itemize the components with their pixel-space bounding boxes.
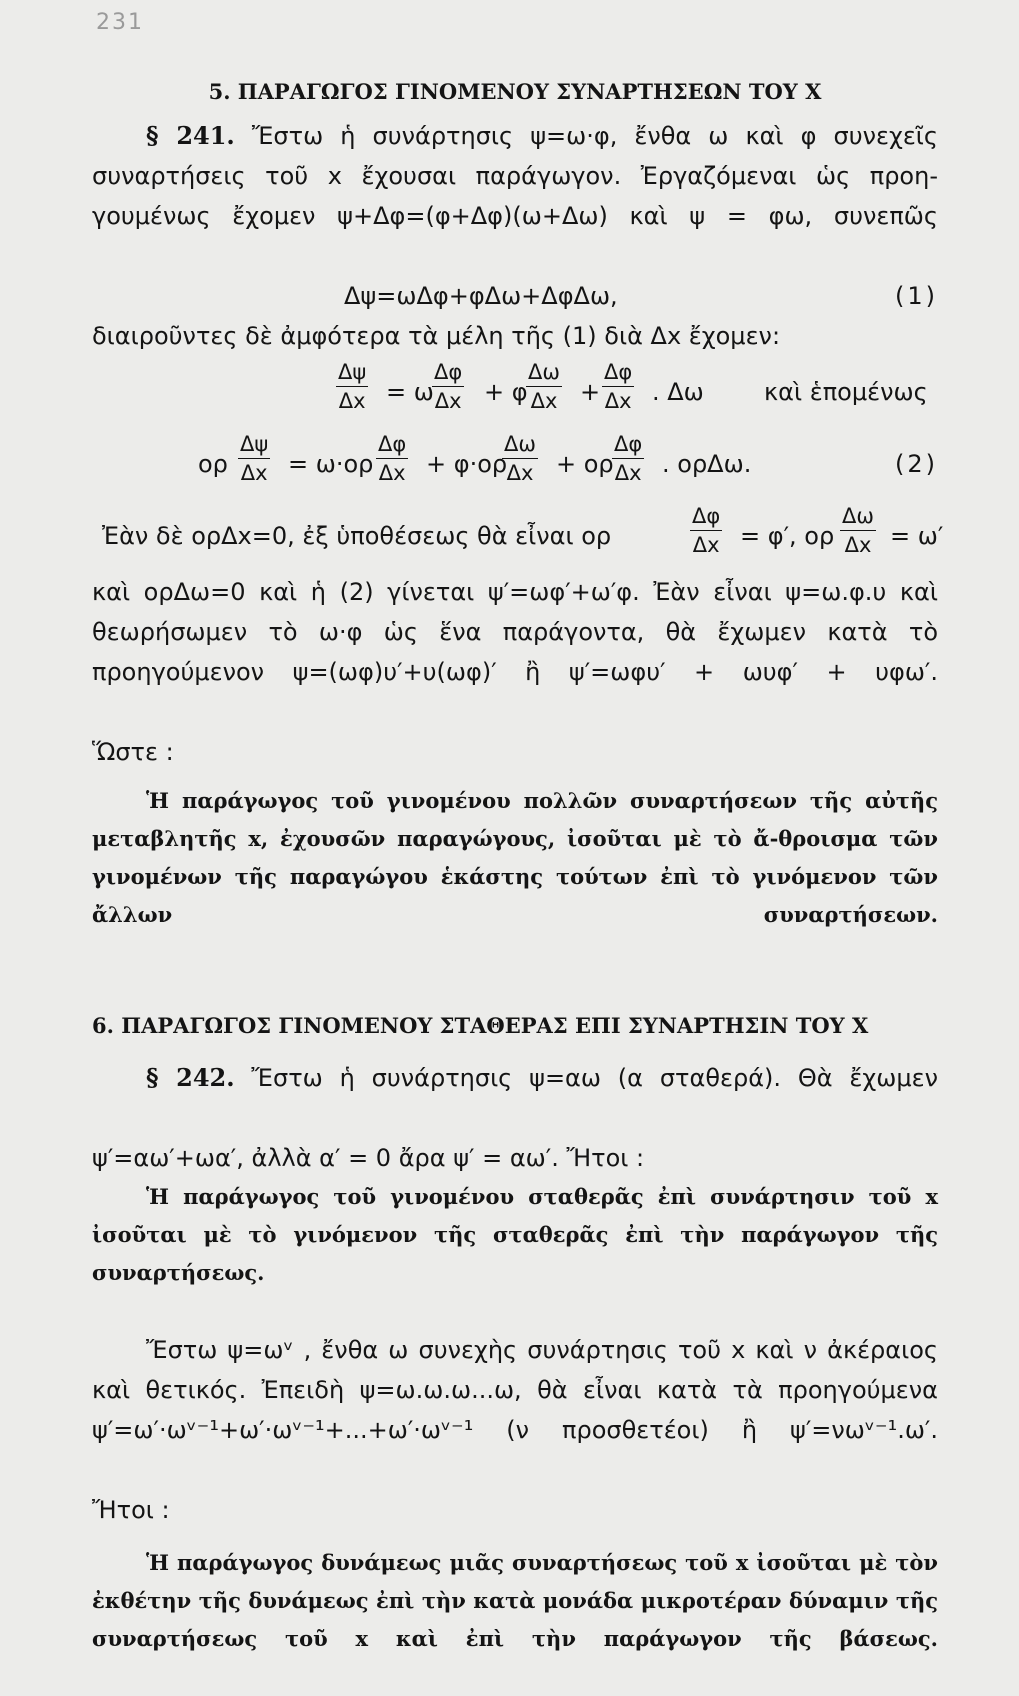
fraction-equation-2 <box>92 428 938 500</box>
paragraph-power: Ἔστω ψ=ωᵛ , ἔνθα ω συνεχὴς συνάρτησις τοῦ x καὶ ν ἀκέραιος καὶ θετικός. Ἐπειδὴ ψ=ω.ω.ω...ω, θὰ εἶναι κατὰ τὰ προηγούμενα ψ′=ω′·ωᵛ⁻¹+ω′·ωᵛ⁻¹+...+ω′·ωᵛ⁻¹ (ν προσθετέοι) ἢ ψ′=νωᵛ⁻¹.ω′. <box>92 1336 938 1444</box>
page-number: 231 <box>96 10 144 35</box>
math-text: = φ′, ορ <box>740 522 835 550</box>
fraction-dphi-dx <box>612 430 644 487</box>
equation-1: Δψ=ωΔφ+φΔω+ΔφΔω, <box>344 282 618 310</box>
equation-number: (2) <box>895 450 938 478</box>
math-text: = ω′ <box>890 522 944 550</box>
section-6-heading: 6. ΠΑΡΑΓΩΓΟΣ ΓΙΝΟΜΕΝΟΥ ΣΤΑΘΕΡΑΣ ΕΠΙ ΣΥΝΑΡΤΗΣΙΝ ΤΟΥ Χ <box>92 1013 869 1038</box>
denominator: Δx <box>378 461 406 485</box>
denominator: Δx <box>604 389 632 413</box>
math-text: ορ <box>198 450 228 478</box>
numerator: Δφ <box>690 502 722 531</box>
math-text: . Δω <box>652 378 704 406</box>
denominator: Δx <box>240 461 268 485</box>
denominator: Δx <box>530 389 558 413</box>
fraction-equation-3 <box>92 500 944 572</box>
paragraph-242 <box>92 1058 938 1138</box>
numerator: Δφ <box>602 358 634 387</box>
text-line: Ἔστω ἡ συνάρτησις ψ=ω·φ, ἔνθα ω καὶ φ συνεχεῖς <box>251 122 939 150</box>
math-text: = ω·ορ <box>288 450 374 478</box>
equation-number: (1) <box>895 282 938 310</box>
fraction-dphi-dx <box>602 358 634 415</box>
fraction-dphi-dx <box>690 502 722 559</box>
text-line: συναρτήσεις τοῦ x ἔχουσαι παράγωγον. Ἐργαζόμεναι ὡς προη- <box>92 162 938 190</box>
paragraph-241-continued <box>92 572 938 732</box>
fraction-dphi-dx <box>432 358 464 415</box>
denominator: Δx <box>506 461 534 485</box>
numerator: Δω <box>526 358 562 387</box>
math-text: + φ <box>484 378 528 406</box>
text-line-row <box>92 316 938 356</box>
fraction-dpsi-dx <box>336 358 368 415</box>
text-line-row <box>92 732 938 772</box>
denominator: Δx <box>434 389 462 413</box>
math-text: + ορ <box>556 450 614 478</box>
math-text: Ἐὰν δὲ ορΔx=0, ἐξ ὑποθέσεως θὰ εἶναι ορ <box>102 522 612 550</box>
denominator: Δx <box>692 533 720 557</box>
text-line: διαιροῦντες δὲ ἀμφότερα τὰ μέλη τῆς (1) διὰ Δx ἔχομεν: <box>92 322 781 350</box>
section-number: § 241. <box>146 121 235 150</box>
fraction-equation-1 <box>92 356 938 428</box>
fraction-domega-dx <box>840 502 876 559</box>
denominator: Δx <box>844 533 872 557</box>
fraction-domega-dx <box>502 430 538 487</box>
math-text: καὶ ἑπομένως <box>764 378 928 406</box>
fraction-dpsi-dx <box>238 430 270 487</box>
math-text: + φ·ορ <box>426 450 508 478</box>
text-line: καὶ θεωρήσωμεν τὸ ω·φ ὡς ἕνα παράγοντα, θὰ ἔχωμεν κατὰ τὸ <box>92 578 938 646</box>
numerator: Δψ <box>238 430 270 459</box>
numerator: Δω <box>502 430 538 459</box>
numerator: Δφ <box>376 430 408 459</box>
fraction-domega-dx <box>526 358 562 415</box>
numerator: Δψ <box>336 358 368 387</box>
math-text: . ορΔω. <box>662 450 752 478</box>
section-number: § 242. <box>146 1063 235 1092</box>
section-5-heading: 5. ΠΑΡΑΓΩΓΟΣ ΓΙΝΟΜΕΝΟΥ ΣΥΝΑΡΤΗΣΕΩΝ ΤΟΥ Χ <box>208 79 822 104</box>
fraction-dphi-dx <box>376 430 408 487</box>
denominator: Δx <box>338 389 366 413</box>
numerator: Δφ <box>612 430 644 459</box>
text-line: γουμένως ἔχομεν ψ+Δφ=(φ+Δφ)(ω+Δω) καὶ ψ = φω, συνεπῶς <box>92 202 938 230</box>
page-content <box>92 68 944 1696</box>
text-line-row <box>92 1490 938 1530</box>
rule-constant-product: Ἡ παράγωγος τοῦ γινομένου σταθερᾶς ἐπὶ συνάρτησιν τοῦ x ἰσοῦται μὲ τὸ γινόμενον τῆς σταθερᾶς ἐπὶ τὴν παράγωγον τῆς συναρτήσεως. <box>92 1184 938 1285</box>
text-line: προηγούμενον ψ=(ωφ)υ′+υ(ωφ)′ ἢ ψ′=ωφυ′ + ωυφ′ + υφω′. <box>92 658 938 686</box>
numerator: Δω <box>840 502 876 531</box>
text-line: καὶ ορΔω=0 καὶ ἡ (2) γίνεται ψ′=ωφ′+ω′φ. Ἐὰν εἶναι ψ=ω.φ.υ <box>92 578 887 606</box>
numerator: Δφ <box>432 358 464 387</box>
text-line: Ὥστε : <box>92 738 174 766</box>
text-line: Ἤτοι : <box>92 1496 170 1524</box>
text-line-row <box>92 1138 938 1178</box>
denominator: Δx <box>614 461 642 485</box>
text-line: ψ′=αω′+ωα′, ἀλλὰ α′ = 0 ἄρα ψ′ = αω′. Ἤτοι : <box>92 1144 645 1172</box>
math-text: + <box>580 378 601 406</box>
math-text: = ω <box>386 378 434 406</box>
rule-product-derivative: Ἡ παράγωγος τοῦ γινομένου πολλῶν συναρτήσεων τῆς αὐτῆς μεταβλητῆς x, ἐχουσῶν παραγώγους, ἰσοῦται μὲ τὸ ἄ-θροισμα τῶν γινομένων τῆς παραγώγου ἑκάστης τούτων ἐπὶ τὸ γινόμενον τῶν ἄλλων συναρτήσεων. <box>92 788 938 927</box>
text-line: Ἔστω ἡ συνάρτησις ψ=αω (α σταθερά). Θὰ ἔχωμεν <box>251 1064 938 1092</box>
paragraph-241 <box>92 116 938 276</box>
equation-1-row <box>92 276 938 316</box>
rule-power-derivative: Ἡ παράγωγος δυνάμεως μιᾶς συναρτήσεως τοῦ x ἰσοῦται μὲ τὸν ἐκθέτην τῆς δυνάμεως ἐπὶ τὴν κατὰ μονάδα μικροτέραν δύναμιν τῆς συναρτήσεως τοῦ x καὶ ἐπὶ τὴν παράγωγον τῆς βάσεως. <box>92 1550 938 1651</box>
